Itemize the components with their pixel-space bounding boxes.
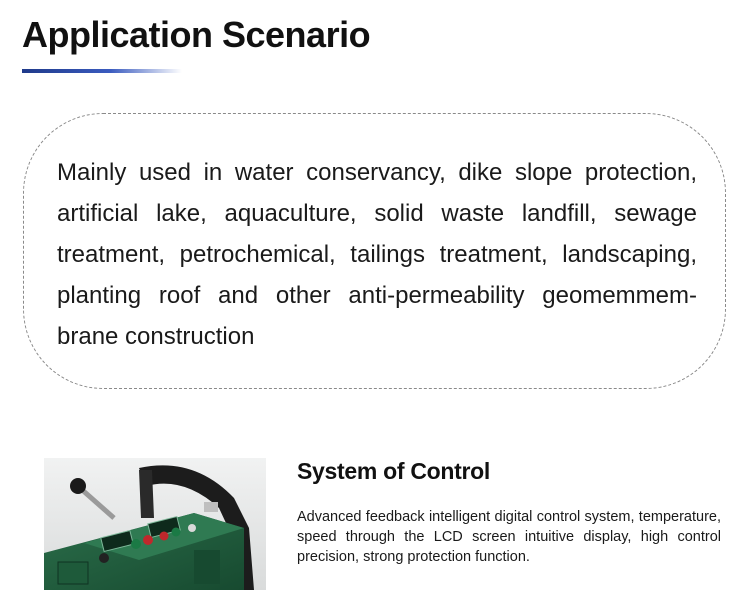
page-heading: Application Scenario: [22, 14, 371, 55]
control-system-photo: [44, 458, 266, 590]
welding-machine-illustration: [44, 458, 266, 590]
scenario-text: Mainly used in water conservancy, dike slope protection, artificial lake, aquaculture, solid waste landfill, sewage treatment, petrochemical, tailings treatment, landscaping, planting roof and other anti-permeability geomemmem-brane construction: [57, 159, 697, 350]
control-description: Advanced feedback intelligent digital control system, temperature, speed through the LCD screen intuitive display, high control precision, strong protection function.: [297, 509, 721, 565]
control-title: System of Control: [297, 458, 490, 484]
heading-underline: [22, 69, 182, 73]
